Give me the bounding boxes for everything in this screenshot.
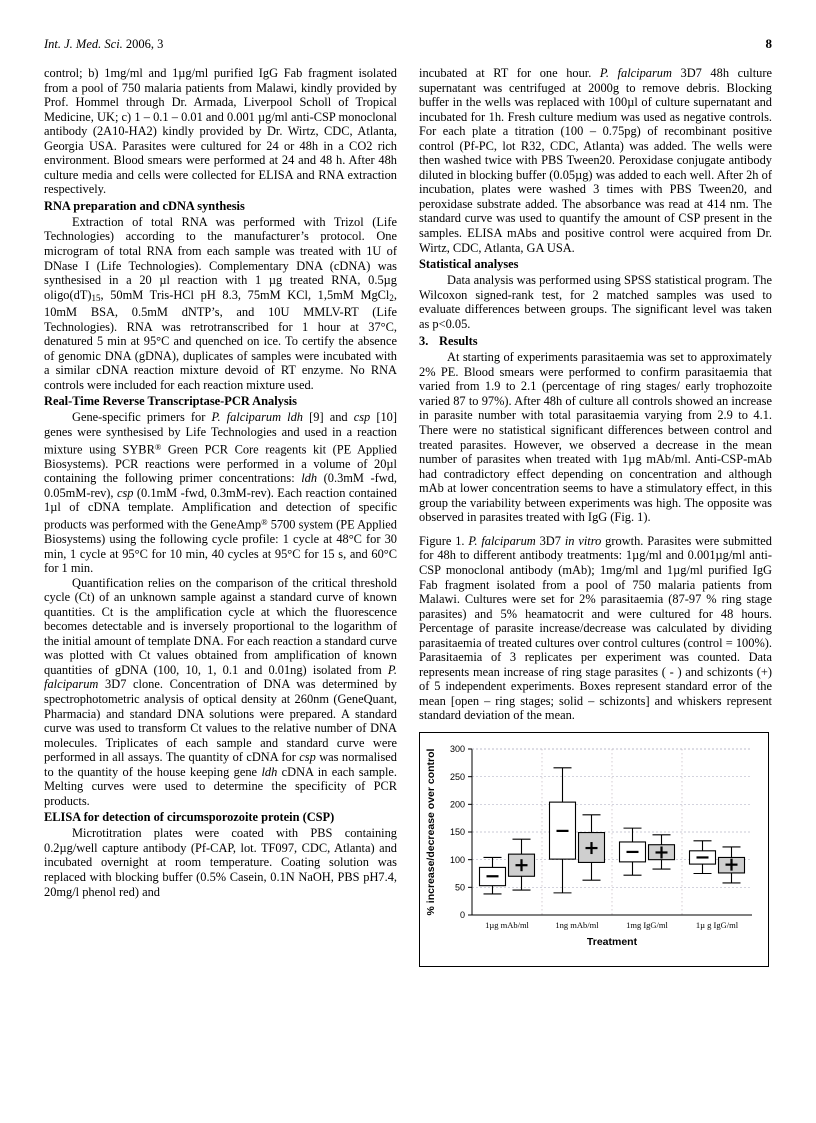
rna-text-part3: , 10mM BSA, 0.5mM dNTP’s, and 10U MMLV-RT (Life Technologies). RNA was retrotranscribed for 1 hour at 37°C, denatured 5 min at 95°C and quenched on ice. To certify the absence of genomic DNA (gDNA), duplicates of samples were incubated with a similar cDNA reaction mixture devoid of RT enzyme. No RNA controls were included for each reaction mixture used. [44, 287, 397, 392]
quant-text-d: cDNA in each sample. Melting curves were used to determine the specificity of PCR products. [44, 764, 397, 808]
left-column [44, 66, 397, 967]
pcr-italic-csp2: csp [116, 485, 134, 500]
pcr-text-b: [9] and [303, 410, 354, 425]
elisa-cont-a: incubated at RT for one hour. [419, 66, 600, 80]
x-category-label: 1µ g IgG/ml [695, 919, 739, 930]
boxplot-group [719, 847, 745, 883]
boxplot-svg [420, 733, 768, 966]
pcr-italic-csp: csp [353, 410, 371, 425]
heading-rna-preparation: RNA preparation and cDNA synthesis [44, 198, 245, 213]
paragraph-rna-extraction [44, 215, 397, 393]
rna-text-part1: Extraction of total RNA was performed with Trizol (Life Technologies) according to the manufacturer’s protocol. One microgram of total RNA from each sample was treated with 1U of DNase I (Life Technologies). Complementary DNA (cDNA) was synthesised in a 20 µl reaction with 1 µg treated RNA, 0.5µg oligo(dT) [44, 214, 397, 302]
y-tick-label: 150 [449, 827, 465, 838]
paragraph-elisa-method: Microtitration plates were coated with PBS containing 0.2µg/well capture antibody (Pf-CAP, lot. TF097, CDC, Atlanta) and incubated overnight at room temperature. Coating solution was replaced with blocking buffer (0.5% Casein, 0.1N NaOH, PBS pH7.4, 20mg/l phenol red) and [44, 826, 397, 899]
elisa-cont-b: 3D7 48h culture supernatant was centrifuged at 2000g to remove debris. Blocking buffer in the wells was replaced with 100µl of culture supernatant and incubated for 1h. Fresh culture medium was used as negative controls. For each plate a titration (100 – 0.75pg) of recombinant positive control (Pf-PC, lot R32, CDC, Atlanta) was added. The wells were then washed twice with PBS Tween20. Peroxidase conjugate antibody diluted in blocking buffer (0.05µg) was added to each well. After 2h of incubation, plates were washed 3 times with PBS Tween20, and peroxidase substrate added. The absorbance was read at 414 nm. The standard curve was used to quantify the amount of CSP present in the samples. ELISA mAbs and positive control were acquired from Dr. Wirtz, CDC, Atlanta, GA USA. [419, 66, 772, 255]
page-number: 8 [765, 36, 772, 51]
boxplot-group [550, 768, 576, 893]
caption-label: Figure 1. [419, 533, 469, 548]
rna-text-part2: , 50mM Tris-HCl pH 8.3, 75mM KCl, 1,5mM MgCl [100, 287, 390, 302]
x-category-label: 1ng mAb/ml [555, 919, 599, 930]
x-axis-title: Treatment [586, 935, 638, 948]
caption-italic-invitro: in vitro [564, 533, 602, 548]
heading-results-section [419, 334, 772, 349]
pcr-text-a: Gene-specific primers for [72, 410, 212, 425]
pcr-text-d: Green PCR Core reagents kit (PE Applied Biosystems). PCR reactions were performed in a volume of 20µl containing the following primer concentrations: [44, 442, 397, 486]
y-tick-label: 200 [449, 799, 465, 810]
boxplot-group [509, 839, 535, 890]
pcr-italic-ldh2: ldh [301, 471, 318, 486]
running-header [44, 36, 772, 52]
y-tick-label: 0 [459, 910, 465, 921]
journal-year-volume: 2006, 3 [122, 37, 164, 51]
caption-mid: 3D7 [535, 533, 565, 548]
x-category-label: 1µg mAb/ml [485, 919, 529, 930]
boxplot-group [480, 857, 506, 894]
pcr-registered-mark-geneamp: ® [261, 516, 268, 527]
boxplot-group [579, 815, 605, 880]
quant-text-c: was normalised to the quantity of the house keeping gene [44, 750, 397, 779]
two-column-body [44, 66, 772, 967]
paragraph-antibody-treatments: control; b) 1mg/ml and 1µg/ml purified IgG Fab fragment isolated from a pool of 750 malaria patients from Malawi, kindly provided by Prof. Hommel through Dr. Armada, Liverpool Scholl of Tropical Medicine, UK; c) 1 – 0.1 – 0.01 and 0.001 µg/ml anti-CSP monoclonal antibody (2A10-HA2) kindly provided by Dr. Wirtz, CDC, Atlanta, Georgia USA. Parasites were cultured for 24 or 48h in a CO2 rich environment. Blood smears were performed at 24 and 48 h. After 48h culture media and cells were collected for ELISA and RNA extraction respectively. [44, 66, 397, 197]
elisa-italic-pfalciparum: P. falciparum [599, 66, 672, 80]
paragraph-statistics: Data analysis was performed using SPSS statistical program. The Wilcoxon signed-rank test, for 2 matched samples was used to evaluate differences between groups. The significant level was taken as p<0.05. [419, 273, 772, 331]
boxplot-group [649, 835, 675, 869]
caption-body: growth. Parasites were submitted for 48h to different antibody treatments: 1µg/ml and 0.001µg/ml anti-CSP monoclonal antibody (mAb); 1mg/ml and 1µg/ml purified IgG Fab fragment isolated from a pool of 750 malaria patients from Malawi. Cultures were set for 2% parasitaemia (87-97 % ring stage parasites) and 5% heamatocrit and were cultured for 48 hours. Percentage of parasite increase/decrease was calculated by dividing parasitaemia of treated cultures over control cultures (control = 100%). Parasitaemia of 3 replicates per experiment was counted. Data represents mean increase of ring stage parasites ( - ) and schizonts (+) of 5 independent experiments. Boxes represent standard error of the mean [open – ring stages; solid – schizonts] and whiskers represent standard deviation of the mean. [419, 533, 772, 723]
figure-1-boxplot [419, 732, 769, 967]
figure-caption [419, 534, 772, 723]
journal-citation [44, 37, 163, 52]
caption-italic-pfalciparum: P. falciparum [468, 533, 536, 548]
pcr-italic-ldh: P. falciparum ldh [211, 410, 303, 425]
boxplot-group [620, 828, 646, 875]
boxplot-group [690, 841, 716, 874]
paragraph-pcr-primers [44, 410, 397, 575]
section-number: 3. [419, 334, 429, 349]
rna-subscript-2: 2 [389, 292, 394, 303]
y-tick-label: 50 [454, 882, 465, 893]
y-tick-label: 100 [449, 854, 465, 865]
pcr-text-c: [10] genes were synthesised by Life Technologies and used in a reaction mixture using SYBR [44, 410, 397, 457]
pcr-text-e: (0.3mM -fwd, 0.05mM-rev), [44, 471, 397, 500]
pcr-text-f: (0.1mM -fwd, 0.3mM-rev). Each reaction contained 1µl of cDNA template. Amplification and detection of specific products was performed with the GeneAmp [44, 485, 397, 532]
y-tick-label: 300 [449, 744, 465, 755]
x-category-label: 1mg IgG/ml [626, 919, 668, 930]
rna-subscript-15: 15 [91, 292, 101, 303]
quant-italic-pfalciparum: P. falciparum [44, 662, 397, 692]
paragraph-results: At starting of experiments parasitaemia was set to approximately 2% PE. Blood smears were performed to confirm parasitaemia that varied from 1.9 to 2.1 (percentage of ring stages/ early trophozoite varied 87 to 97%). After 48h of culture all controls showed an increase in parasite number with total parasitaemia varying from 2.9 to 4.1. There were no statistical significant differences between control and treated parasites. However, we observed a decrease in the mean number of parasites when treated with 1µg mAb/ml. Anti-CSP-mAb had contradictory effect depending on concentration and although mAb at lower concentration seems to have a stimulatory effect, in this group the variability between experiments was high. The opposite was observed in parasites treated with IgG (Fig. 1). [419, 350, 772, 525]
right-column [419, 66, 772, 967]
pcr-text-g: 5700 system (PE Applied Biosystems) using the following cycle profile: 1 cycle at 48°C for 30 min, 1 cycle at 95°C for 10 min, 40 cycles at 95°C for 15 s, and 60°C for 1 min. [44, 517, 398, 576]
heading-statistical-analyses: Statistical analyses [419, 257, 519, 272]
y-axis-title: % increase/decrease over control [425, 748, 437, 916]
heading-elisa-csp: ELISA for detection of circumsporozoite protein (CSP) [44, 810, 335, 825]
y-tick-label: 250 [449, 771, 465, 782]
quant-text-b: 3D7 clone. Concentration of DNA was determined by spectrophotometric analysis of optical density at 260nm (GeneQuant, Pharmacia) and standard DNA solutions were prepared. A standard curve was used to transform Ct values to the relative number of DNA molecules. Triplicates of each sample and standard curve were performed in all assays. The quantity of cDNA for [44, 677, 397, 765]
journal-title: Int. J. Med. Sci. [44, 37, 123, 51]
pcr-registered-mark-sybr: ® [154, 441, 162, 452]
quant-italic-ldh: ldh [261, 764, 278, 779]
section-title-results: Results [439, 334, 478, 349]
paragraph-elisa-continued [419, 66, 772, 255]
quant-italic-csp: csp [299, 750, 316, 765]
paragraph-quantification [44, 576, 397, 809]
quant-text-a: Quantification relies on the comparison of the critical threshold cycle (Ct) of an unknown sample against a standard curve of known quantities. Ct is the amplification cycle at which the fluorescence becomes detectable and is inversely proportional to the logarithm of the initial amount of template DNA. For each reaction a standard curve was plotted with Ct values obtained from amplification of known quantities of gDNA (100, 10, 1, 0.1 and 0.01ng) isolated from [44, 575, 398, 677]
heading-realtime-pcr: Real-Time Reverse Transcriptase-PCR Analysis [44, 394, 297, 409]
